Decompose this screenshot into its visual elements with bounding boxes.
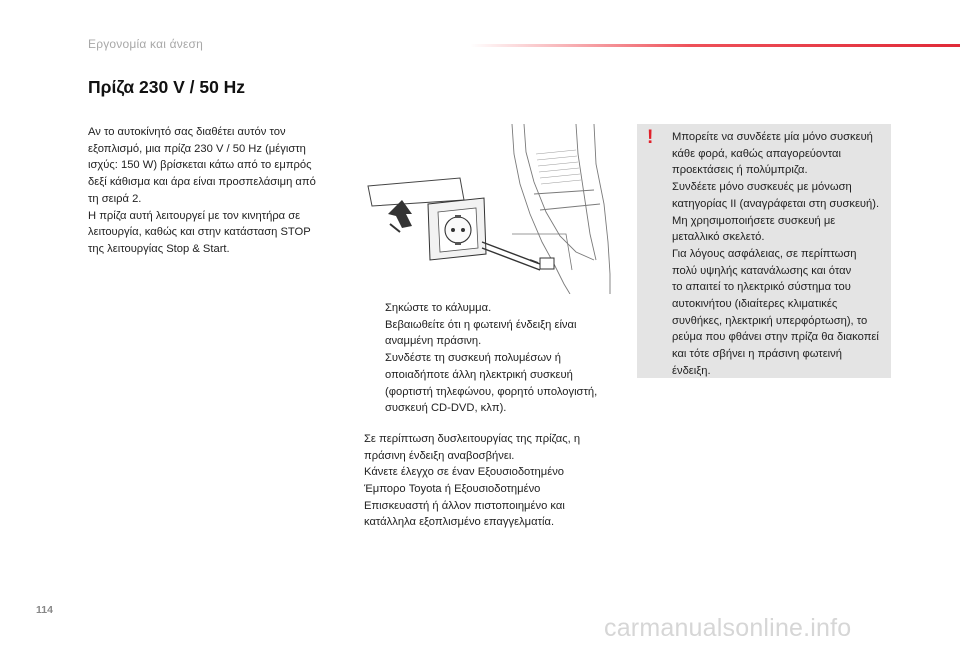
note-line: ρεύμα που φθάνει στην πρίζα θα διακοπεί	[672, 331, 879, 344]
step-line: οποιαδήποτε άλλη ηλεκτρική συσκευή	[385, 368, 573, 381]
step-item	[364, 317, 624, 350]
note-line: αυτοκινήτου (ιδιαίτερες κλιματικές	[672, 298, 838, 311]
note-line: Συνδέετε μόνο συσκευές με μόνωση	[672, 181, 852, 194]
section-header: Εργονομία και άνεση	[88, 37, 203, 51]
socket-panel	[368, 178, 486, 260]
note-line: Μπορείτε να συνδέετε μία μόνο συσκευή	[672, 131, 873, 143]
warning-note-box	[637, 124, 891, 378]
step-item	[364, 300, 624, 317]
instruction-steps	[364, 300, 624, 531]
fault-line: Σε περίπτωση δυσλειτουργίας της πρίζας, η	[364, 432, 581, 445]
note-line: ένδειξη.	[672, 364, 711, 377]
note-line: προεκτάσεις ή πολύμπριζα.	[672, 164, 808, 177]
note-line: Μη χρησιμοποιήσετε συσκευή με	[672, 214, 836, 227]
step-line: Σηκώστε το κάλυμμα.	[385, 302, 492, 314]
intro-line: τη σειρά 2.	[88, 192, 142, 205]
header-accent-line	[470, 44, 960, 47]
intro-line: Αν το αυτοκίνητό σας διαθέτει αυτόν τον	[88, 126, 286, 138]
step-line: Βεβαιωθείτε ότι η φωτεινή ένδειξη είναι	[385, 318, 577, 331]
note-line: το απαιτεί το ηλεκτρικό σύστημα του	[672, 281, 851, 294]
step-item	[364, 350, 624, 417]
intro-line: Η πρίζα αυτή λειτουργεί με τον κινητήρα σε	[88, 209, 301, 222]
note-line: και τότε σβήνει η πράσινη φωτεινή	[672, 348, 842, 361]
intro-line: της λειτουργίας Stop & Start.	[88, 242, 230, 255]
step-line: αναμμένη πράσινη.	[385, 335, 482, 348]
step-line: (φορτιστή τηλεφώνου, φορητό υπολογιστή,	[385, 385, 598, 398]
intro-line: λειτουργία, καθώς και στην κατάσταση STOP	[88, 226, 311, 239]
intro-line: εξοπλισμό, μια πρίζα 230 V / 50 Hz (μέγιστη	[88, 142, 306, 155]
fault-line: Έμπορο Toyota ή Εξουσιοδοτημένο	[364, 483, 541, 496]
intro-paragraph	[88, 124, 353, 258]
intro-line: ισχύς: 150 W) βρίσκεται κάτω από το εμπρός	[88, 159, 312, 172]
step-line: συσκευή CD-DVD, κλπ).	[385, 402, 507, 415]
intro-line: δεξί κάθισμα και άρα είναι προσπελάσιμη από	[88, 176, 316, 189]
seat-mesh-pattern	[536, 150, 581, 184]
fault-line: Κάνετε έλεγχο σε έναν Εξουσιοδοτημένο	[364, 466, 565, 479]
fault-line: Επισκευαστή ή άλλον πιστοποιημένο και	[364, 499, 565, 512]
seat-outline	[512, 124, 610, 294]
page-title: Πρίζα 230 V / 50 Hz	[88, 77, 246, 97]
warning-exclamation-icon: !	[647, 127, 654, 148]
watermark: carmanualsonline.info	[604, 614, 852, 642]
socket-illustration	[364, 124, 616, 294]
page-number: 114	[36, 604, 53, 616]
fault-line: κατάλληλα εξοπλισμένο επαγγελματία.	[364, 516, 555, 529]
fault-line: πράσινη ένδειξη αναβοσβήνει.	[364, 449, 515, 462]
note-line: μεταλλικό σκελετό.	[672, 231, 765, 244]
fault-paragraph	[364, 431, 624, 531]
indicator-light-callout	[482, 242, 554, 270]
note-line: συνθήκες, ηλεκτρική υπερφόρτωση), το	[672, 314, 868, 327]
warning-note-text	[672, 129, 887, 380]
note-line: Για λόγους ασφάλειας, σε περίπτωση	[672, 247, 857, 260]
note-line: κάθε φορά, καθώς απαγορεύονται	[672, 147, 841, 160]
note-line: κατηγορίας II (αναγράφεται στη συσκευή).	[672, 197, 880, 210]
note-line: πολύ υψηλής κατανάλωσης και όταν	[672, 264, 852, 277]
step-line: Συνδέστε τη συσκευή πολυμέσων ή	[385, 352, 561, 365]
